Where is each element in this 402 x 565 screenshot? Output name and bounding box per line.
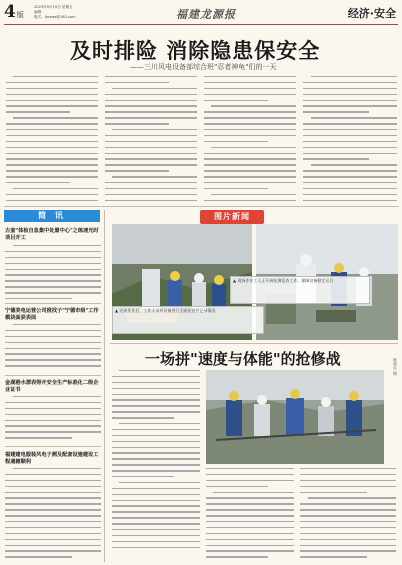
brief-item-body bbox=[5, 324, 101, 370]
photo-caption-top bbox=[230, 276, 370, 304]
main-headline: 及时排险 消除隐患保安全 bbox=[70, 39, 321, 63]
brief-item-title: 金湖港水漂表得开安全生产标准化二级企业证书 bbox=[5, 380, 99, 393]
brief-divider bbox=[5, 375, 101, 376]
brief-item-title: 古蛮"体检自急集中处置中心"之练速光时项目开工 bbox=[5, 228, 99, 241]
brief-divider bbox=[5, 303, 101, 304]
main-subhead: ——三川风电设备部综合班"忍者神龟"们的一天 bbox=[130, 63, 277, 71]
page-number: 4版 bbox=[4, 2, 24, 22]
brief-item-title: 福建建电服装风电子测及配套设施建设工程通辅顺利 bbox=[5, 452, 99, 465]
brief-item-body bbox=[5, 468, 101, 560]
section-divider bbox=[110, 343, 398, 344]
main-article-column-2 bbox=[105, 76, 197, 204]
brief-item-body bbox=[5, 396, 101, 442]
section-divider bbox=[4, 206, 398, 207]
second-headline: 一场拼"速度与体能"的抢修战 bbox=[145, 350, 341, 368]
main-article-column-4 bbox=[303, 76, 397, 204]
brief-divider bbox=[5, 446, 101, 447]
second-article-column-3 bbox=[300, 468, 396, 560]
masthead bbox=[4, 2, 398, 25]
masthead-meta: 2023年9月15日 星期五 编辑： 版式：fjnews@163.com bbox=[34, 5, 76, 19]
photo-credit: 陈观生 摄 bbox=[393, 358, 398, 376]
main-article-column-1 bbox=[6, 76, 98, 204]
second-article-column-2 bbox=[206, 468, 294, 560]
section-name: 经济·安全 bbox=[347, 7, 396, 20]
brief-item-title: 宁德美电运营公司推找子"宁德市级"工作模块面获表面 bbox=[5, 308, 99, 321]
photo-news bbox=[112, 210, 398, 340]
column-divider bbox=[104, 210, 105, 562]
second-article-column-1 bbox=[112, 370, 200, 560]
brief-item-body bbox=[5, 245, 101, 300]
photo-caption-bottom bbox=[112, 306, 264, 334]
photo-news-stamp: 图片新闻 bbox=[200, 210, 264, 224]
main-article-column-3 bbox=[204, 76, 296, 204]
caption-text: ▲ 完成作业后，工作人员对设备进行全面检查并记录情况 bbox=[115, 308, 216, 313]
caption-text: ▲ 现场作业工人正开展检测巡查工作，保障设备稳定运行 bbox=[233, 278, 334, 283]
paper-name: 福建龙源报 bbox=[176, 8, 236, 21]
brief-header-label: 简 讯 bbox=[38, 211, 66, 220]
photo-repair-work bbox=[206, 370, 384, 464]
brief-header bbox=[4, 210, 100, 222]
